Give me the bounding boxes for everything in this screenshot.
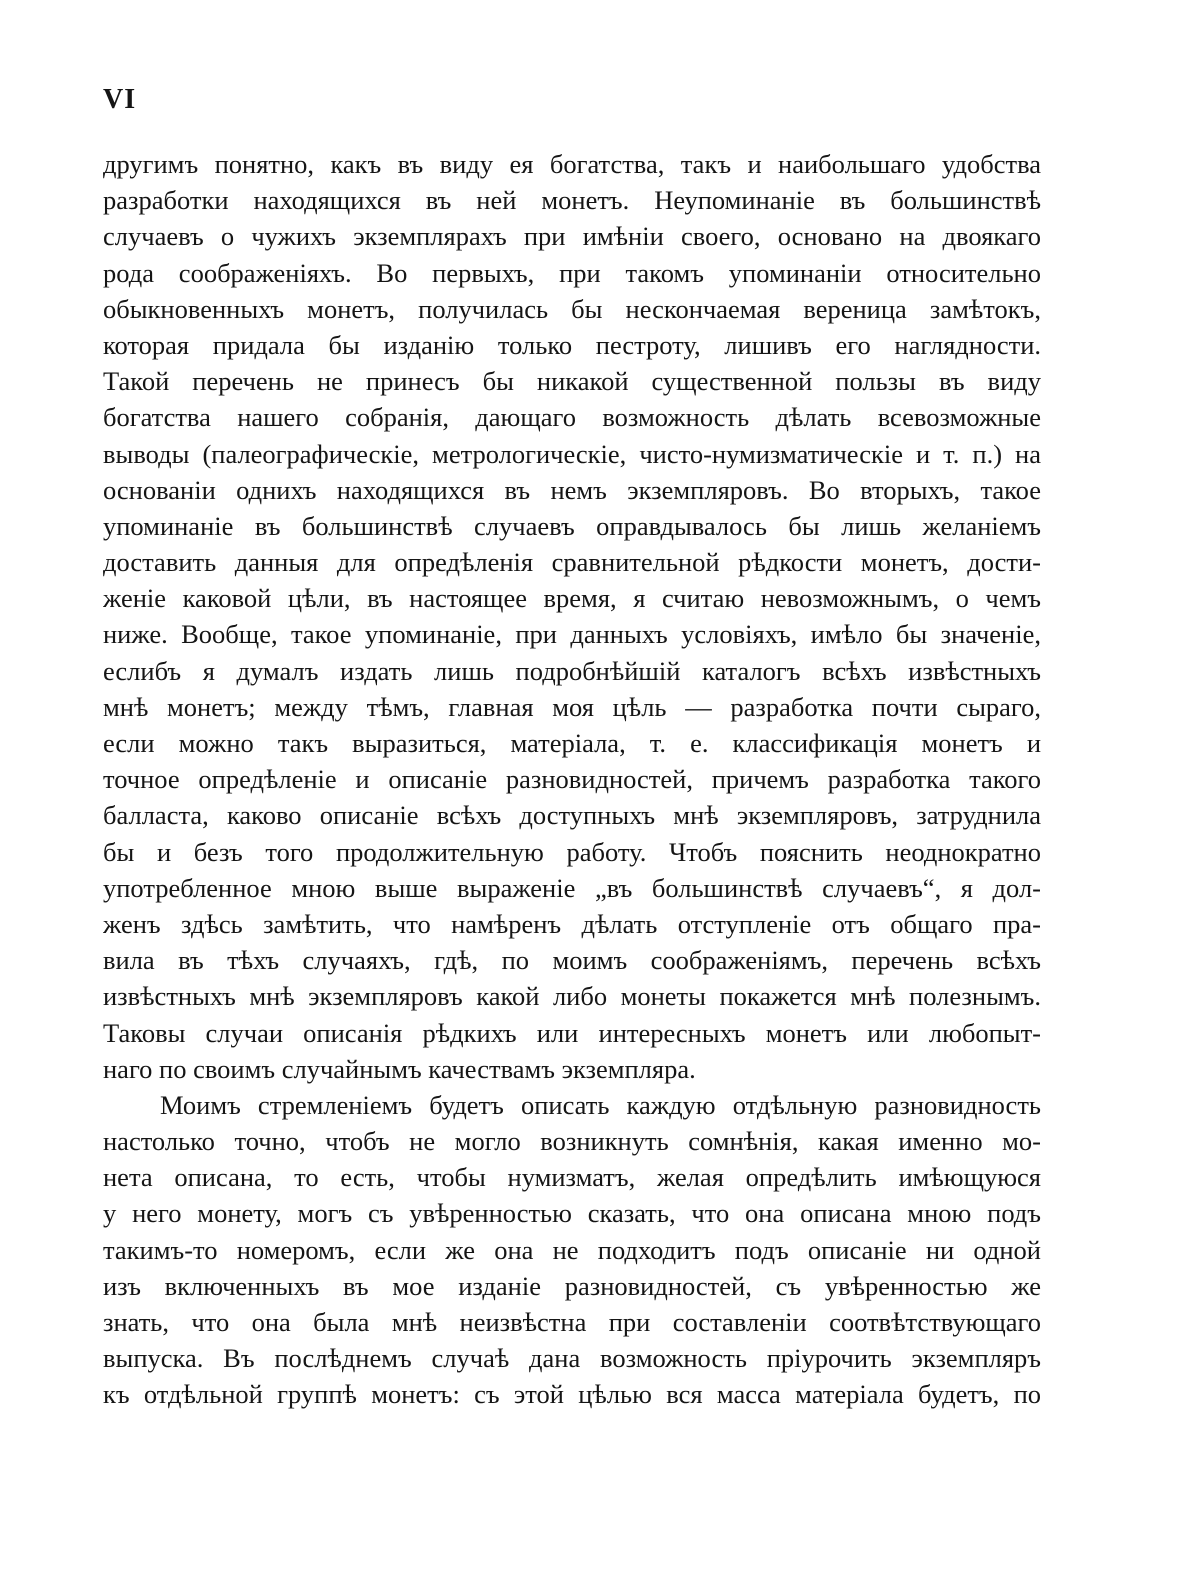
text-line: которая придала бы изданію только пестроту, лишивъ его наглядности. — [103, 329, 1041, 360]
text-line: обыкновенныхъ монетъ, получилась бы нескончаемая вереница замѣтокъ, — [103, 293, 1041, 324]
text-line: настолько точно, чтобъ не могло возникнуть сомнѣнія, какая именно мо- — [103, 1126, 1041, 1157]
page-number: VI — [103, 84, 137, 115]
text-line: другимъ понятно, какъ въ виду ея богатства, такъ и наибольшаго удобства — [103, 149, 1041, 179]
text-line: упоминаніе въ большинствѣ случаевъ оправдывалось бы лишь желаніемъ — [103, 510, 1041, 541]
text-line: бы и безъ того продолжительную работу. Чтобъ пояснить неоднократно — [103, 836, 1041, 867]
body-text — [103, 146, 1041, 1413]
text-line: точное опредѣленіе и описаніе разновидностей, причемъ разработка такого — [103, 764, 1041, 795]
text-line: выпуска. Въ послѣднемъ случаѣ дана возможность пріурочить экземпляръ — [103, 1343, 1041, 1374]
text-line: женъ здѣсь замѣтить, что намѣренъ дѣлать отступленіе отъ общаго пра- — [103, 908, 1041, 939]
text-line: вила въ тѣхъ случаяхъ, гдѣ, по моимъ соображеніямъ, перечень всѣхъ — [103, 945, 1041, 976]
text-line: къ отдѣльной группѣ монетъ: съ этой цѣлью вся масса матеріала будетъ, по — [103, 1379, 1041, 1410]
text-line: у него монету, могъ съ увѣренностью сказать, что она описана мною подъ — [103, 1198, 1041, 1229]
text-line: разработки находящихся въ ней монетъ. Неупоминаніе въ большинствѣ — [103, 185, 1041, 216]
text-line: балласта, каково описаніе всѣхъ доступныхъ мнѣ экземпляровъ, затруднила — [103, 800, 1041, 831]
text-line: знать, что она была мнѣ неизвѣстна при составленіи соотвѣтствующаго — [103, 1307, 1041, 1337]
text-line: случаевъ о чужихъ экземплярахъ при имѣніи своего, основано на двоякаго — [103, 221, 1041, 252]
text-line: Таковы случаи описанія рѣдкихъ или интересныхъ монетъ или любопыт- — [103, 1017, 1041, 1048]
text-line: основаніи однихъ находящихся въ немъ экземпляровъ. Во вторыхъ, такое — [103, 474, 1041, 505]
text-line: рода соображеніяхъ. Во первыхъ, при такомъ упоминаніи относительно — [103, 257, 1041, 288]
text-line: мнѣ монетъ; между тѣмъ, главная моя цѣль — разработка почти сыраго, — [103, 691, 1041, 722]
text-line: еслибъ я думалъ издать лишь подробнѣйшій каталогъ всѣхъ извѣстныхъ — [103, 655, 1041, 686]
text-line: изъ включенныхъ въ мое изданіе разновидностей, съ увѣренностью же — [103, 1270, 1041, 1301]
paragraph — [103, 146, 1041, 1087]
text-line: наго по своимъ случайнымъ качествамъ экземпляра. — [103, 1053, 696, 1084]
paragraph — [103, 1087, 1041, 1413]
text-line: выводы (палеографическіе, метрологическіе, чисто-нумизматическіе и т. п.) на — [103, 438, 1041, 469]
text-line: богатства нашего собранія, дающаго возможность дѣлать всевозможные — [103, 402, 1041, 433]
text-line: такимъ-то номеромъ, если же она не подходитъ подъ описаніе ни одной — [103, 1234, 1041, 1265]
text-line: Такой перечень не принесъ бы никакой существенной пользы въ виду — [103, 366, 1041, 397]
text-line: ниже. Вообще, такое упоминаніе, при данныхъ условіяхъ, имѣло бы значеніе, — [103, 619, 1041, 650]
text-line: Моимъ стремленіемъ будетъ описать каждую отдѣльную разновидность — [160, 1089, 1041, 1120]
text-line: употребленное мною выше выраженіе „въ большинствѣ случаевъ“, я дол- — [103, 872, 1041, 903]
text-line: женіе каковой цѣли, въ настоящее время, я считаю невозможнымъ, о чемъ — [103, 583, 1041, 614]
text-line: если можно такъ выразиться, матеріала, т. е. классификація монетъ и — [103, 728, 1041, 758]
text-line: доставить данныя для опредѣленія сравнительной рѣдкости монетъ, дости- — [103, 547, 1041, 578]
text-line: нета описана, то есть, чтобы нумизматъ, желая опредѣлить имѣющуюся — [103, 1162, 1041, 1193]
text-line: извѣстныхъ мнѣ экземпляровъ какой либо монеты покажется мнѣ полезнымъ. — [103, 981, 1041, 1012]
